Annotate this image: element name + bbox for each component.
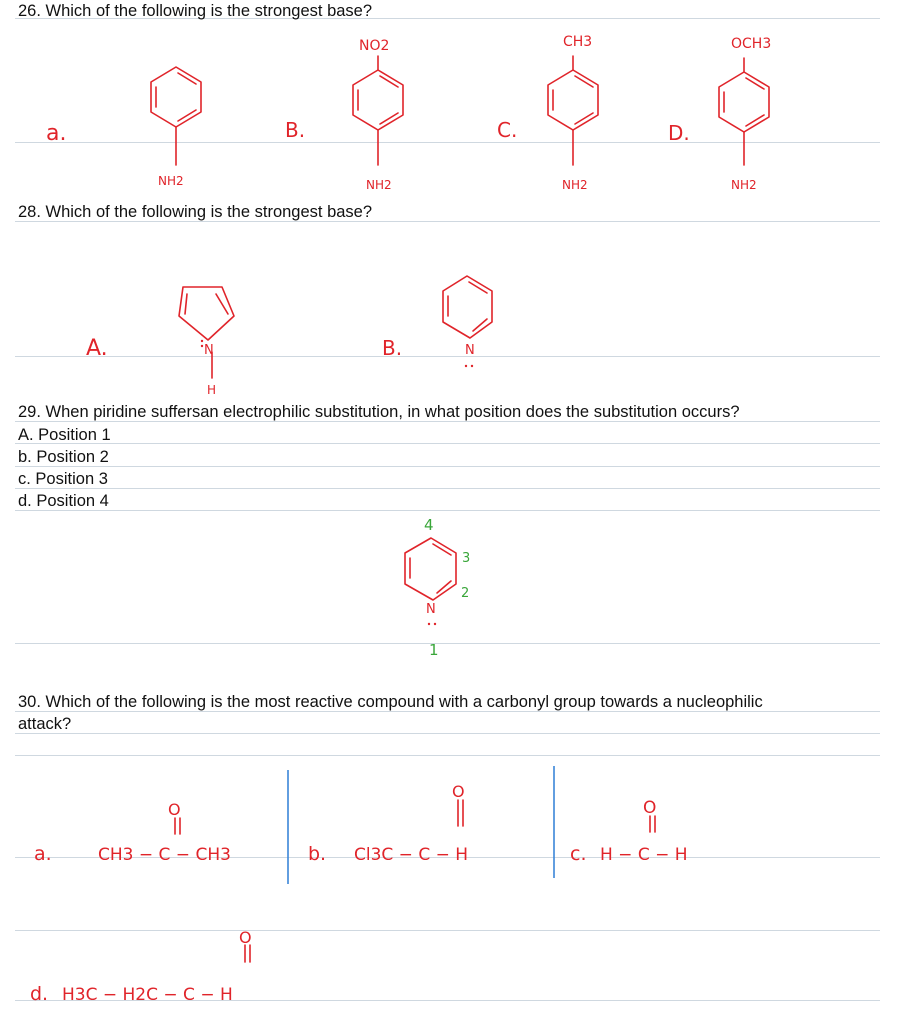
- hw-nh2-d: NH2: [731, 178, 757, 192]
- hw-q30-d-formula: H3C − H2C − C − H: [62, 985, 233, 1005]
- hw-no2: NO2: [359, 38, 390, 54]
- hw-q30-a-label: a.: [34, 843, 52, 865]
- hw-ring-n: N: [426, 602, 436, 617]
- hw-q30-b-label: b.: [308, 843, 327, 865]
- q29-option-d: d. Position 4: [18, 492, 109, 510]
- hw-position-2: 2: [461, 586, 470, 601]
- question-28: 28. Which of the following is the strongest base?: [18, 203, 373, 221]
- q29-option-b: b. Position 2: [18, 448, 109, 466]
- hw-label-c: C.: [497, 118, 518, 142]
- hw-position-4: 4: [424, 516, 434, 534]
- hw-oxygen-d: O: [239, 928, 252, 947]
- hw-oxygen-b: O: [452, 782, 465, 801]
- hw-nh2-a: NH2: [158, 174, 184, 188]
- hw-pyrrole-h: H: [207, 383, 217, 397]
- q29-option-a: A. Position 1: [18, 426, 111, 444]
- hw-label-b: B.: [382, 336, 403, 360]
- hw-nh2-b: NH2: [366, 178, 392, 192]
- hw-pyridine-n: N: [465, 343, 475, 358]
- question-29: 29. When piridine suffersan electrophilic substitution, in what position does the substitution occurs?: [18, 403, 740, 421]
- hw-oxygen-c: O: [643, 798, 657, 818]
- hw-q30-c-label: c.: [570, 843, 587, 865]
- pyridine-ring: [443, 276, 492, 338]
- hw-oxygen-a: O: [168, 800, 181, 819]
- hw-label-b: B.: [285, 118, 306, 142]
- hw-label-a: A.: [86, 336, 108, 361]
- benzene-ring-c: [548, 56, 598, 165]
- hw-och3: OCH3: [731, 36, 772, 52]
- hw-ch3: CH3: [563, 34, 593, 50]
- hw-label-d: D.: [668, 121, 690, 145]
- question-30-line2: attack?: [18, 715, 72, 733]
- benzene-ring-a: [151, 67, 201, 165]
- hw-position-3: 3: [462, 551, 471, 566]
- hw-position-1: 1: [429, 641, 439, 659]
- hw-q30-b-formula: Cl3C − C − H: [354, 845, 469, 865]
- hw-q30-d-label: d.: [30, 983, 49, 1005]
- hw-label-a: a.: [46, 121, 67, 146]
- pyridine-ring-positions: [405, 538, 456, 600]
- hw-q30-a-formula: CH3 − C − CH3: [98, 845, 231, 865]
- hw-pyrrole-n: N: [204, 343, 214, 358]
- question-30-line1: 30. Which of the following is the most reactive compound with a carbonyl group towards a nucleophilic: [18, 693, 763, 711]
- hw-nh2-c: NH2: [562, 178, 588, 192]
- question-26: 26. Which of the following is the strongest base?: [18, 2, 373, 20]
- pyrrole-ring: [179, 287, 234, 378]
- benzene-ring-d: [719, 58, 769, 165]
- benzene-ring-b: [353, 56, 403, 165]
- hw-q30-c-formula: H − C − H: [600, 845, 688, 865]
- q29-option-c: c. Position 3: [18, 470, 108, 488]
